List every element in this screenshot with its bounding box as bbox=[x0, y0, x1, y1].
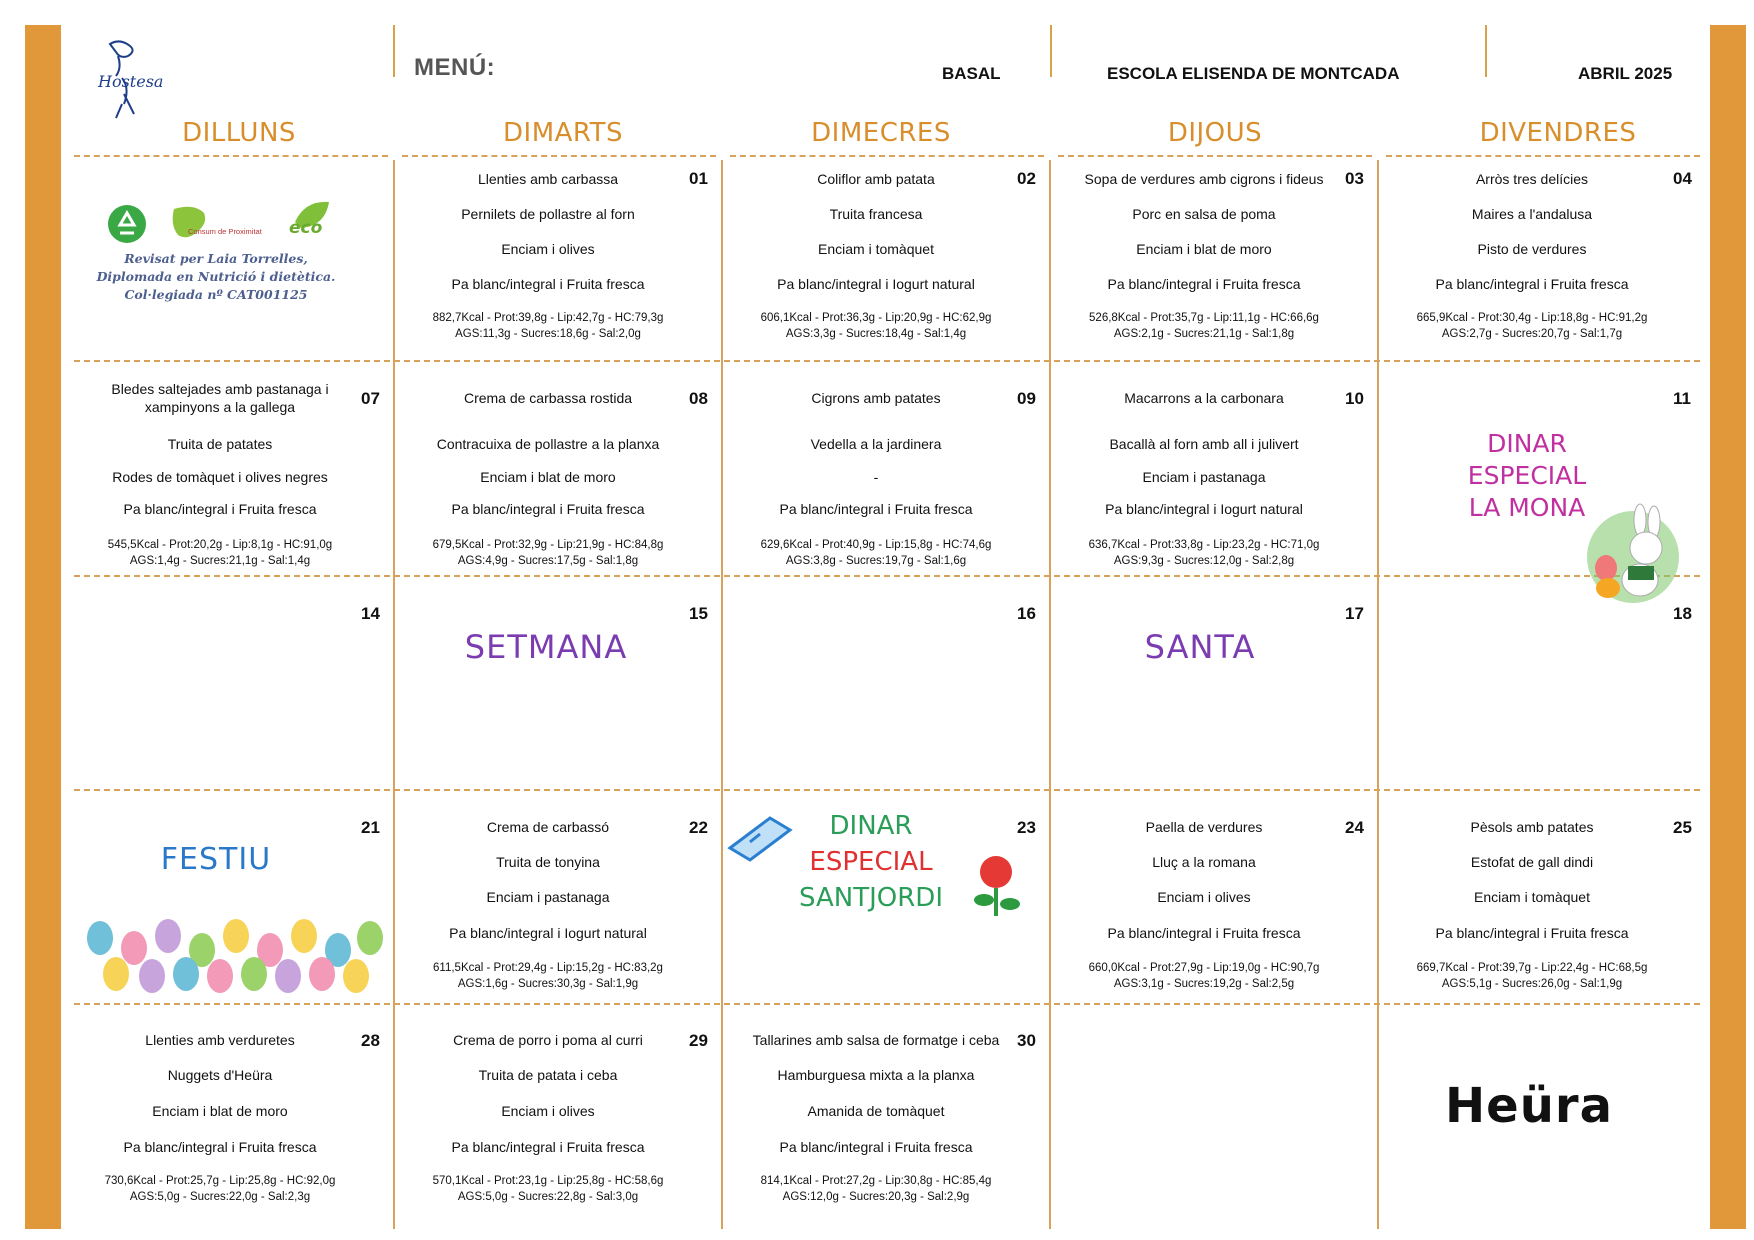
day-number: 14 bbox=[361, 604, 380, 623]
special-line: LA MONA bbox=[1468, 493, 1586, 522]
nutrition-line: AGS:12,0g - Sucres:20,3g - Sal:2,9g bbox=[782, 1191, 970, 1203]
second-course: Truita de tonyina bbox=[496, 854, 600, 870]
special-line: DINAR bbox=[1487, 429, 1567, 458]
holiday-label: FESTIU bbox=[160, 842, 272, 877]
second-course: Nuggets d'Heüra bbox=[167, 1067, 273, 1083]
header-divider bbox=[1485, 25, 1487, 77]
day-header-wednesday: DIMECRES bbox=[811, 118, 951, 148]
hostesa-logo bbox=[92, 38, 172, 120]
header-divider bbox=[1050, 25, 1052, 77]
dessert: Pa blanc/integral i Iogurt natural bbox=[449, 925, 647, 941]
nutrition-line: AGS:1,4g - Sucres:21,1g - Sal:1,4g bbox=[129, 555, 311, 567]
day-header-thursday: DIJOUS bbox=[1167, 118, 1263, 148]
dessert: Pa blanc/integral i Fruita fresca bbox=[123, 1139, 317, 1155]
nutrition-line: 629,6Kcal - Prot:40,9g - Lip:15,8g - HC:74,6g bbox=[760, 539, 992, 551]
nutrition-line: AGS:1,6g - Sucres:30,3g - Sal:1,9g bbox=[457, 978, 639, 990]
nutrition-line: AGS:9,3g - Sucres:12,0g - Sal:2,8g bbox=[1113, 555, 1295, 567]
dessert: Pa blanc/integral i Fruita fresca bbox=[451, 501, 645, 517]
day-number: 10 bbox=[1345, 389, 1364, 408]
grid-column-divider bbox=[721, 160, 723, 1229]
second-course: Truita de patata i ceba bbox=[478, 1067, 618, 1083]
special-line: ESPECIAL bbox=[1467, 461, 1587, 490]
first-course: Llenties amb carbassa bbox=[477, 171, 619, 187]
side-dish: Enciam i blat de moro bbox=[152, 1103, 288, 1119]
side-dish: Enciam i blat de moro bbox=[480, 469, 616, 485]
header-divider bbox=[393, 25, 395, 77]
dessert: Pa blanc/integral i Fruita fresca bbox=[779, 501, 973, 517]
day-number: 22 bbox=[689, 818, 708, 837]
nutrition-line: AGS:2,1g - Sucres:21,1g - Sal:1,8g bbox=[1113, 328, 1295, 340]
day-number: 01 bbox=[689, 169, 708, 188]
second-course: Maires a l'andalusa bbox=[1471, 206, 1593, 222]
second-course: Lluç a la romana bbox=[1152, 854, 1256, 870]
day-number: 29 bbox=[689, 1031, 708, 1050]
month-label: ABRIL 2025 bbox=[1578, 64, 1673, 83]
special-line: SANTJORDI bbox=[799, 883, 943, 913]
special-line: DINAR bbox=[829, 811, 913, 841]
proximity-logo bbox=[170, 203, 270, 243]
dessert: Pa blanc/integral i Iogurt natural bbox=[1105, 501, 1303, 517]
day-header-friday: DIVENDRES bbox=[1479, 118, 1637, 148]
day-number: 03 bbox=[1345, 169, 1364, 188]
first-course: Macarrons a la carbonara bbox=[1124, 390, 1284, 406]
nutrition-line: AGS:2,7g - Sucres:20,7g - Sal:1,7g bbox=[1441, 328, 1623, 340]
dessert: Pa blanc/integral i Fruita fresca bbox=[1107, 276, 1301, 292]
signature-line: Revisat per Laia Torrelles, bbox=[124, 251, 308, 266]
side-dish: Enciam i olives bbox=[501, 241, 595, 257]
first-course: Sopa de verdures amb cigrons i fideus bbox=[1084, 171, 1324, 187]
grid-row-divider bbox=[74, 155, 388, 157]
holy-week-label: SETMANA bbox=[464, 628, 628, 666]
nutrition-line: 669,7Kcal - Prot:39,7g - Lip:22,4g - HC:68,5g bbox=[1416, 962, 1648, 974]
side-dish: Amanida de tomàquet bbox=[807, 1103, 945, 1119]
special-line: ESPECIAL bbox=[809, 847, 933, 877]
menu-label: MENÚ: bbox=[414, 54, 496, 81]
second-course: Bacallà al forn amb all i julivert bbox=[1109, 436, 1299, 452]
first-course: Tallarines amb salsa de formatge i ceba bbox=[752, 1032, 1000, 1048]
eco-logo bbox=[285, 198, 333, 242]
heura-logo: Heüra bbox=[1445, 1078, 1613, 1134]
nutrition-line: AGS:5,0g - Sucres:22,0g - Sal:2,3g bbox=[129, 1191, 311, 1203]
first-course: Arròs tres delícies bbox=[1475, 171, 1589, 187]
school-name: ESCOLA ELISENDA DE MONTCADA bbox=[1107, 64, 1400, 83]
first-course: Coliflor amb patata bbox=[817, 171, 935, 187]
side-dish: - bbox=[873, 469, 879, 485]
dessert: Pa blanc/integral i Fruita fresca bbox=[123, 501, 317, 517]
grid-column-divider bbox=[1377, 160, 1379, 1229]
day-number: 07 bbox=[361, 389, 380, 408]
grid-row-divider bbox=[74, 575, 1700, 577]
grid-row-divider bbox=[402, 155, 716, 157]
menu-type: BASAL bbox=[942, 64, 1001, 83]
first-course: Pèsols amb patates bbox=[1470, 819, 1594, 835]
nutrition-line: AGS:11,3g - Sucres:18,6g - Sal:2,0g bbox=[455, 328, 641, 340]
side-dish: Enciam i tomàquet bbox=[818, 241, 934, 257]
dessert: Pa blanc/integral i Fruita fresca bbox=[1435, 276, 1629, 292]
first-course: Crema de carbassó bbox=[486, 819, 610, 835]
day-number: 23 bbox=[1017, 818, 1036, 837]
day-number: 28 bbox=[361, 1031, 380, 1050]
first-course: Bledes saltejades amb pastanaga i xampinyons a la gallega bbox=[111, 381, 329, 415]
nutrition-line: AGS:3,8g - Sucres:19,7g - Sal:1,6g bbox=[785, 555, 967, 567]
nutrition-line: 882,7Kcal - Prot:39,8g - Lip:42,7g - HC:79,3g bbox=[432, 312, 664, 324]
side-dish: Pisto de verdures bbox=[1477, 241, 1587, 257]
nutrition-line: AGS:5,1g - Sucres:26,0g - Sal:1,9g bbox=[1441, 978, 1623, 990]
side-dish: Rodes de tomàquet i olives negres bbox=[112, 469, 328, 485]
first-course: Crema de porro i poma al curri bbox=[453, 1032, 643, 1048]
nutrition-line: 660,0Kcal - Prot:27,9g - Lip:19,0g - HC:90,7g bbox=[1088, 962, 1320, 974]
grid-row-divider bbox=[74, 789, 1700, 791]
dessert: Pa blanc/integral i Fruita fresca bbox=[451, 1139, 645, 1155]
easter-eggs-icon bbox=[82, 914, 388, 994]
side-dish: Enciam i olives bbox=[1157, 889, 1251, 905]
rose-icon bbox=[966, 850, 1026, 920]
nutrition-line: 526,8Kcal - Prot:35,7g - Lip:11,1g - HC:66,6g bbox=[1089, 312, 1319, 324]
dessert: Pa blanc/integral i Fruita fresca bbox=[451, 276, 645, 292]
side-dish: Enciam i pastanaga bbox=[486, 889, 610, 905]
day-number: 30 bbox=[1017, 1031, 1036, 1050]
nutrition-line: AGS:4,9g - Sucres:17,5g - Sal:1,8g bbox=[457, 555, 639, 567]
proximity-logo-text: Consum de Proximitat bbox=[188, 227, 262, 236]
nutrition-line: 814,1Kcal - Prot:27,2g - Lip:30,8g - HC:85,4g bbox=[760, 1175, 992, 1187]
second-course: Vedella a la jardinera bbox=[810, 436, 942, 452]
catalonia-map-icon bbox=[170, 203, 270, 243]
nutrition-line: 570,1Kcal - Prot:23,1g - Lip:25,8g - HC:58,6g bbox=[432, 1175, 664, 1187]
nutrition-line: 611,5Kcal - Prot:29,4g - Lip:15,2g - HC:83,2g bbox=[433, 962, 663, 974]
second-course: Contracuixa de pollastre a la planxa bbox=[436, 436, 660, 452]
nutrition-line: 679,5Kcal - Prot:32,9g - Lip:21,9g - HC:84,8g bbox=[432, 539, 664, 551]
grid-row-divider bbox=[1058, 155, 1372, 157]
first-course: Paella de verdures bbox=[1145, 819, 1263, 835]
dessert: Pa blanc/integral i Fruita fresca bbox=[1435, 925, 1629, 941]
side-dish: Enciam i olives bbox=[501, 1103, 595, 1119]
eco-logo-text: eco bbox=[289, 218, 323, 238]
first-course: Cigrons amb patates bbox=[811, 390, 941, 406]
easter-bunny-icon bbox=[1578, 502, 1688, 612]
side-dish: Enciam i blat de moro bbox=[1136, 241, 1272, 257]
grid-column-divider bbox=[1049, 160, 1051, 1229]
day-number: 15 bbox=[689, 604, 708, 623]
nutrition-line: AGS:5,0g - Sucres:22,8g - Sal:3,0g bbox=[457, 1191, 639, 1203]
day-number: 04 bbox=[1673, 169, 1692, 188]
dessert: Pa blanc/integral i Fruita fresca bbox=[1107, 925, 1301, 941]
second-course: Porc en salsa de poma bbox=[1132, 206, 1276, 222]
signature-line: Col·legiada nº CAT001125 bbox=[124, 287, 308, 302]
grid-row-divider bbox=[74, 1003, 1700, 1005]
nutrition-line: 636,7Kcal - Prot:33,8g - Lip:23,2g - HC:71,0g bbox=[1088, 539, 1320, 551]
day-number: 11 bbox=[1673, 389, 1691, 408]
nutrition-line: AGS:3,1g - Sucres:19,2g - Sal:2,5g bbox=[1113, 978, 1295, 990]
nutrition-line: 730,6Kcal - Prot:25,7g - Lip:25,8g - HC:92,0g bbox=[104, 1175, 336, 1187]
nutrition-line: AGS:3,3g - Sucres:18,4g - Sal:1,4g bbox=[785, 328, 967, 340]
day-number: 25 bbox=[1673, 818, 1692, 837]
first-course: Llenties amb verduretes bbox=[145, 1032, 295, 1048]
side-dish: Enciam i pastanaga bbox=[1142, 469, 1266, 485]
day-header-monday: DILLUNS bbox=[182, 118, 296, 148]
nutrition-line: 606,1Kcal - Prot:36,3g - Lip:20,9g - HC:62,9g bbox=[760, 312, 992, 324]
dessert: Pa blanc/integral i Iogurt natural bbox=[777, 276, 975, 292]
holy-week-label: SANTA bbox=[1144, 628, 1256, 666]
left-border-band bbox=[25, 25, 61, 1229]
grid-row-divider bbox=[730, 155, 1044, 157]
day-number: 21 bbox=[361, 818, 380, 837]
second-course: Truita de patates bbox=[167, 436, 273, 452]
grid-column-divider bbox=[393, 160, 395, 1229]
day-number: 17 bbox=[1345, 604, 1364, 623]
day-number: 24 bbox=[1345, 818, 1364, 837]
grid-row-divider bbox=[74, 360, 1700, 362]
side-dish: Enciam i tomàquet bbox=[1474, 889, 1590, 905]
day-number: 16 bbox=[1017, 604, 1036, 623]
dessert: Pa blanc/integral i Fruita fresca bbox=[779, 1139, 973, 1155]
nutrition-line: 665,9Kcal - Prot:30,4g - Lip:18,8g - HC:91,2g bbox=[1416, 312, 1648, 324]
special-meal-santjordi bbox=[776, 808, 966, 916]
second-course: Estofat de gall dindi bbox=[1470, 854, 1594, 870]
brand-text: Hostesa bbox=[98, 72, 164, 91]
recycle-icon bbox=[108, 205, 146, 243]
nutrition-line: 545,5Kcal - Prot:20,2g - Lip:8,1g - HC:91,0g bbox=[107, 539, 333, 551]
second-course: Hamburguesa mixta a la planxa bbox=[777, 1067, 975, 1083]
grid-row-divider bbox=[1386, 155, 1700, 157]
day-number: 09 bbox=[1017, 389, 1036, 408]
nutritionist-signature bbox=[96, 250, 336, 304]
day-number: 08 bbox=[689, 389, 708, 408]
day-header-tuesday: DIMARTS bbox=[503, 118, 623, 148]
second-course: Pernilets de pollastre al forn bbox=[461, 206, 635, 222]
first-course: Crema de carbassa rostida bbox=[463, 390, 633, 406]
signature-line: Diplomada en Nutrició i dietètica. bbox=[96, 269, 336, 284]
day-number: 02 bbox=[1017, 169, 1036, 188]
second-course: Truita francesa bbox=[829, 206, 923, 222]
day-number: 18 bbox=[1673, 604, 1692, 623]
right-border-band bbox=[1710, 25, 1746, 1229]
